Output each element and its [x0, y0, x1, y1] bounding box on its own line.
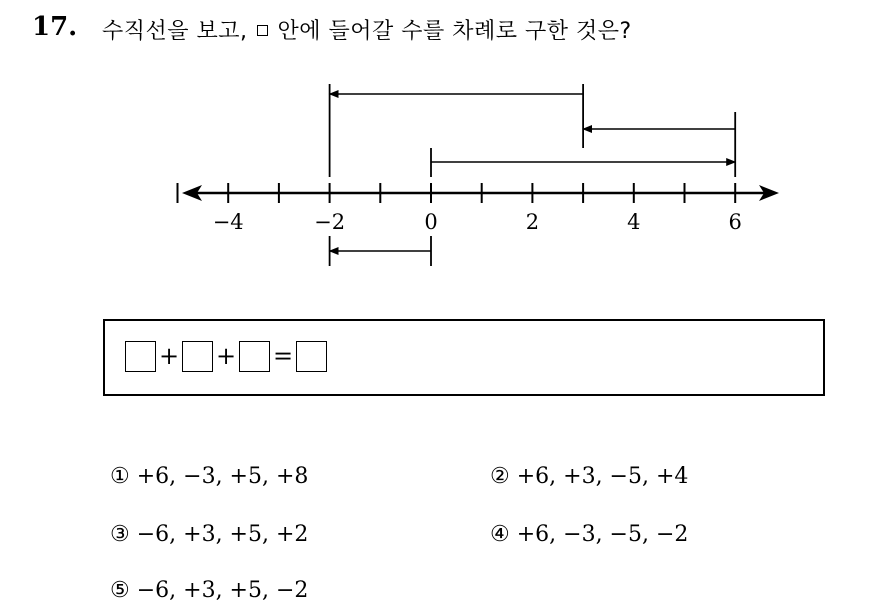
- blank-box-3: [239, 341, 270, 372]
- equals-sign: =: [272, 342, 294, 370]
- tick-label: 4: [627, 210, 641, 234]
- plus-sign-1: +: [158, 342, 180, 370]
- blank-box-4: [296, 341, 327, 372]
- answer-option-4[interactable]: ④ +6, −3, −5, −2: [490, 522, 689, 547]
- number-line-diagram: [0, 0, 884, 300]
- tick-label: 6: [728, 210, 742, 234]
- tick-label: −2: [314, 210, 346, 234]
- question-text-part2: 안에 들어갈 수를 차례로 구한 것은?: [277, 19, 632, 44]
- equation: [125, 341, 327, 372]
- question-text-part1: 수직선을 보고,: [102, 19, 248, 44]
- tick-label: 0: [424, 210, 438, 234]
- plus-sign-2: +: [215, 342, 237, 370]
- answer-option-5[interactable]: ⑤ −6, +3, +5, −2: [110, 578, 309, 603]
- answer-option-1[interactable]: ① +6, −3, +5, +8: [110, 464, 309, 489]
- answer-option-2[interactable]: ② +6, +3, −5, +4: [490, 464, 689, 489]
- tick-labels: [213, 210, 742, 234]
- tick-label: −4: [212, 210, 244, 234]
- question-number: 17.: [32, 12, 78, 42]
- movement-arrows: [330, 84, 736, 266]
- answer-option-3[interactable]: ③ −6, +3, +5, +2: [110, 522, 309, 547]
- tick-label: 2: [525, 210, 540, 234]
- blank-box-2: [182, 341, 213, 372]
- equation-box: [103, 319, 825, 396]
- blank-box-1: [125, 341, 156, 372]
